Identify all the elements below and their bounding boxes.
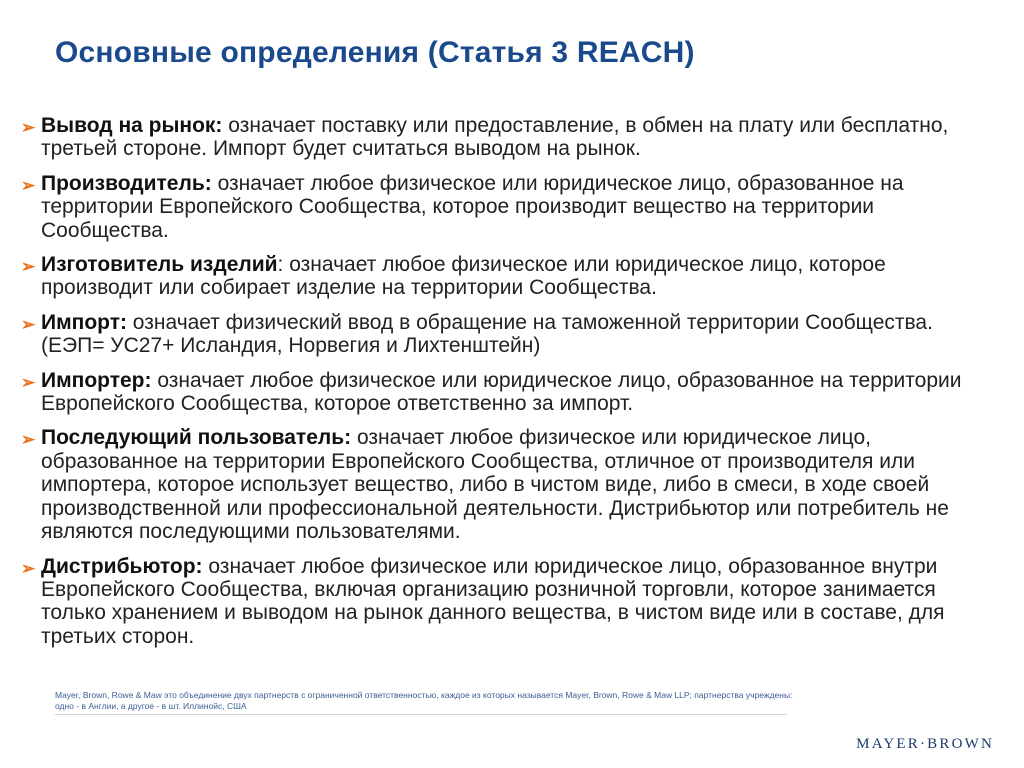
definition-downstream-user <box>20 426 995 543</box>
definition-text: : означает любое физическое или юридическое лицо, которое производит или собирает изделие на территории Сообщества. <box>41 253 886 300</box>
definition-text: означает любое физическое или юридическое лицо, образованное на территории Европейского Сообщества, которое ответственно за импорт. <box>41 368 962 416</box>
definition-placing-on-market <box>20 114 995 161</box>
definition-term: Дистрибьютор: <box>41 554 203 578</box>
definition-term: Импорт: <box>41 310 127 334</box>
definition-distributor <box>20 555 995 649</box>
footer-disclaimer-line-2: одно - в Англии, а другое - в шт. Иллинойс, США <box>55 701 247 711</box>
definition-text: означает поставку или предоставление, в обмен на плату или бесплатно, третьей стороне. Импорт будет считаться выводом на рынок. <box>41 114 949 161</box>
footer-disclaimer <box>55 690 815 712</box>
definition-term: Последующий пользователь: <box>41 426 352 450</box>
definition-import <box>20 311 995 358</box>
mayer-brown-logo: MAYER·BROWN <box>856 736 994 752</box>
chevron-right-icon: ➢ <box>21 118 36 137</box>
definition-text: означает физический ввод в обращение на таможенной территории Сообщества. (ЕЭП= УС27+ Исландия, Норвегия и Лихтенштейн) <box>41 310 933 358</box>
chevron-right-icon: ➢ <box>21 558 36 578</box>
definition-term: Изготовитель изделий <box>41 253 278 277</box>
chevron-right-icon: ➢ <box>21 372 36 392</box>
definition-article-producer <box>20 253 995 300</box>
slide-title: Основные определения (Статья 3 REACH) <box>55 36 695 69</box>
definition-term: Импортер: <box>41 368 152 392</box>
chevron-right-icon: ➢ <box>21 257 36 277</box>
chevron-right-icon: ➢ <box>21 314 36 334</box>
chevron-right-icon: ➢ <box>21 175 36 195</box>
definition-text: означает любое физическое или юридическое лицо, образованное внутри Европейского Сообщества, включая организацию розничной торговли, которое занимается только хранением и выводом на рынок данного вещества, в чистом виде или в составе, для третьих сторон. <box>41 554 945 648</box>
chevron-right-icon: ➢ <box>21 430 36 450</box>
footer-disclaimer-line-1: Mayer, Brown, Rowe & Maw это объединение двух партнерств с ограниченной ответственностью, каждое из которых называется Mayer, Brown, Rowe & Maw LLP; партнерства учреждены: <box>55 690 793 700</box>
definition-text: означает любое физическое или юридическое лицо, образованное на территории Европейского Сообщества, отличное от производителя или импортера, которое использует вещество, либо в чистом виде, либо в смеси, в ходе своей производственной или профессиональной деятельности. Дистрибьютор или потребитель не являются последующими пользователями. <box>41 426 949 544</box>
definition-importer <box>20 369 995 416</box>
definitions-list <box>20 114 995 659</box>
definition-term: Вывод на рынок: <box>41 114 223 137</box>
definition-manufacturer <box>20 172 995 242</box>
definition-term: Производитель: <box>41 171 212 195</box>
footer-divider <box>55 714 787 715</box>
definition-text: означает любое физическое или юридическое лицо, образованное на территории Европейского Сообщества, которое производит вещество на территории Сообщества. <box>41 171 904 242</box>
